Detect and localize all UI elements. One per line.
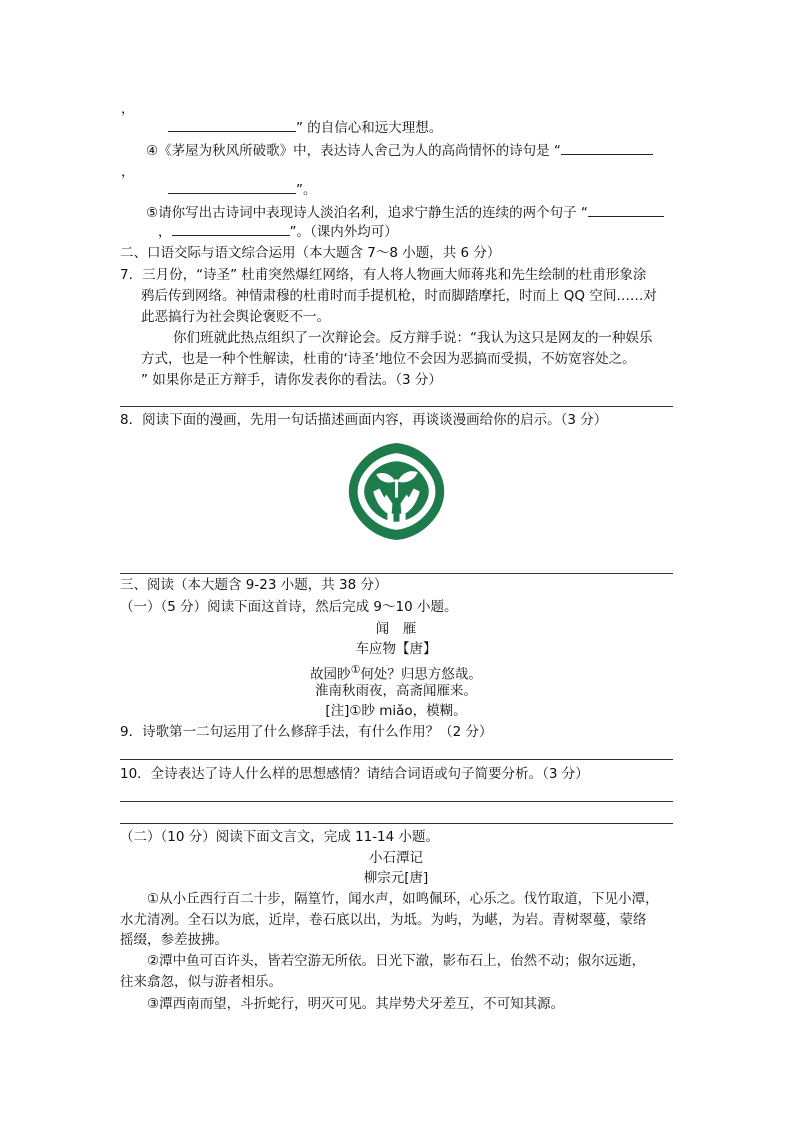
poem-line-2: 淮南秋雨夜，高斋闻雁来。 <box>315 683 477 699</box>
essay-line: 水尤清冽。全石以为底，近岸，卷石底以出，为坻。为屿，为嵁，为岩。青树翠蔓，蒙络 <box>120 912 647 928</box>
right-wrist <box>400 514 406 523</box>
q7-line: 此恶搞行为社会舆论褒贬不一。 <box>141 309 330 325</box>
q6-answer-line-3 <box>158 222 398 241</box>
poem-author: 车应物【唐】 <box>355 641 437 657</box>
answer-blank[interactable] <box>588 203 664 217</box>
comma-line-2 <box>121 163 135 181</box>
q7-line: ” 如果你是正方辩手，请你发表你的看法。（3 分） <box>141 372 442 388</box>
q7-line: 你们班就此热点组织了一次辩论会。反方辩手说：“我认为这只是网友的一种娱乐 <box>173 330 653 346</box>
essay-author: 柳宗元[唐] <box>363 870 429 886</box>
comma-text: ， <box>121 101 135 117</box>
essay-title: 小石潭记 <box>369 850 423 866</box>
footnote-marker: ① <box>350 663 361 676</box>
q6-line1-suffix: ” 的自信心和远大理想。 <box>296 120 443 136</box>
essay-line: ②潭中鱼可百许头，皆若空游无所依。日光下澈，影布石上，佁然不动；俶尔远逝， <box>147 953 646 969</box>
answer-blank[interactable] <box>561 141 653 155</box>
answer-blank[interactable] <box>172 222 290 236</box>
answer-blank[interactable] <box>168 118 296 132</box>
q6-item4-text: ④《茅屋为秋风所破歌》中，表达诗人舍己为人的高尚情怀的诗句是 “ <box>146 143 561 159</box>
part2-intro: （二）（10 分）阅读下面文言文，完成 11-14 小题。 <box>120 829 440 845</box>
part1-intro: （一）（5 分）阅读下面这首诗，然后完成 9～10 小题。 <box>120 599 458 615</box>
essay-line: ③潭西南而望，斗折蛇行，明灭可见。其岸势犬牙差互，不可知其源。 <box>147 996 565 1012</box>
comma-text: ， <box>121 164 135 180</box>
answer-rule[interactable] <box>120 823 673 824</box>
left-wrist <box>387 514 393 523</box>
q6-item-4 <box>146 141 653 160</box>
poem-line-1 <box>246 661 546 684</box>
q6-line3-suffix: ”。（课内外均可） <box>289 224 398 240</box>
q9-prompt: 9．诗歌第一二句运用了什么修辞手法，有什么作用？（2 分） <box>120 724 493 740</box>
poem-line1-part-a: 故园眇 <box>310 666 351 683</box>
q6-answer-line-2 <box>168 180 317 199</box>
answer-blank[interactable] <box>168 180 296 194</box>
poem-line1-part-b: 何处？归思方悠哉。 <box>360 666 482 683</box>
q6-line2-suffix: ”。 <box>296 182 317 198</box>
q10-prompt: 10．全诗表达了诗人什么样的思想感情？请结合词语或句子简要分析。（3 分） <box>120 766 589 782</box>
essay-line: 往来翕忽，似与游者相乐。 <box>120 974 282 990</box>
q7-line: 方式，也是一种个性解读，杜甫的‘诗圣’地位不会因为恶搞而受损，不妨宽容处之。 <box>141 351 636 367</box>
answer-rule[interactable] <box>120 573 673 574</box>
essay-line: ①从小丘西行百二十步，隔篁竹，闻水声，如鸣佩环，心乐之。伐竹取道，下见小潭， <box>147 891 659 907</box>
comma-line-1 <box>121 100 135 118</box>
poem-title: 闻 雁 <box>375 621 417 637</box>
q6-answer-line-1 <box>168 118 442 137</box>
poem-note: [注]①眇 miǎo，模糊。 <box>325 703 467 719</box>
q7-line: 7．三月份，“诗圣” 杜甫突然爆红网络，有人将人物画大师蒋兆和先生绘制的杜甫形象涂 <box>120 267 647 283</box>
answer-rule[interactable] <box>120 801 673 802</box>
q6-item-5 <box>146 203 664 222</box>
essay-line: 摇缀，参差披拂。 <box>120 932 228 948</box>
answer-rule[interactable] <box>120 406 673 407</box>
q6-line3-prefix: ， <box>158 224 172 240</box>
q8-prompt: 8．阅读下面的漫画，先用一句话描述画面内容，再谈谈漫画给你的启示。（3 分） <box>120 412 608 428</box>
answer-rule[interactable] <box>120 759 673 760</box>
hands-sprout-logo-icon <box>346 441 447 542</box>
section2-heading: 二、口语交际与语文综合运用（本大题含 7～8 小题，共 6 分） <box>120 245 501 261</box>
q6-item5-text: ⑤请你写出古诗词中表现诗人淡泊名利，追求宁静生活的连续的两个句子 “ <box>146 205 588 221</box>
sprout-stem <box>395 479 398 497</box>
q7-line: 鸦后传到网络。神情肃穆的杜甫时而手提机枪，时而脚踏摩托，时而上 QQ 空间……对 <box>141 288 657 304</box>
section3-heading: 三、阅读（本大题含 9-23 小题，共 38 分） <box>120 577 388 593</box>
